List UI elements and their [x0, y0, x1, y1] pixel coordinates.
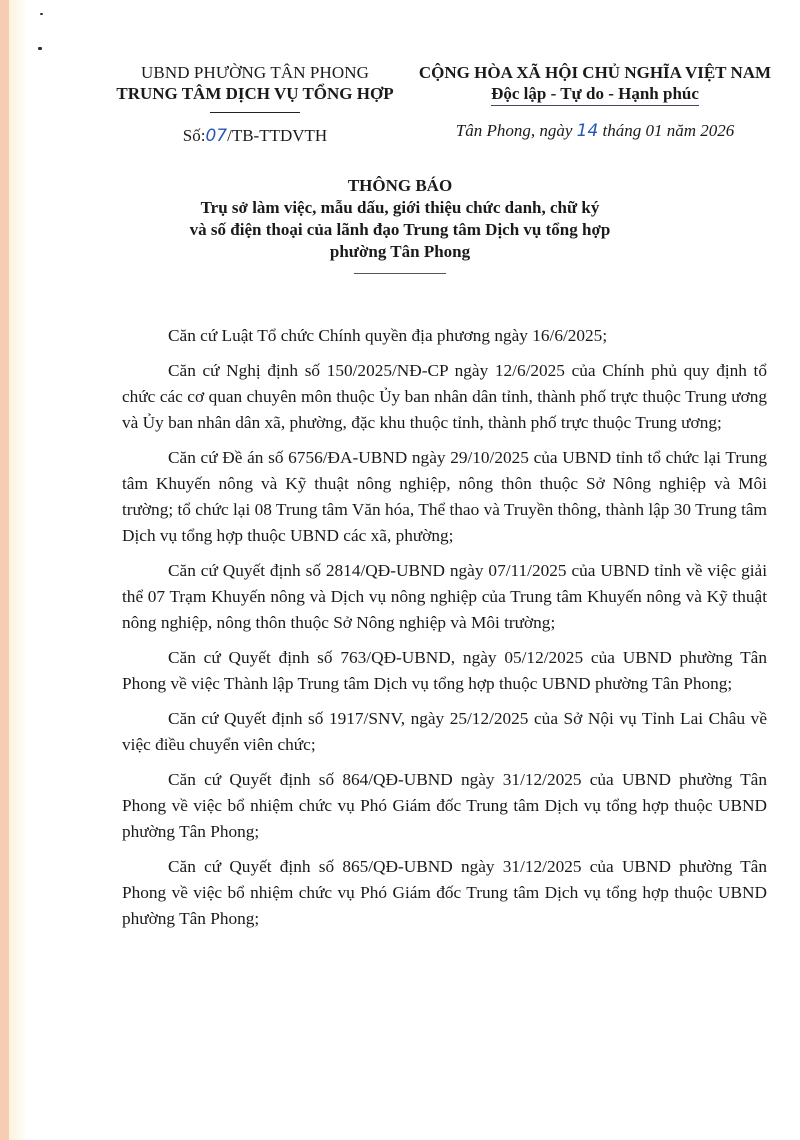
- organization-name: TRUNG TÂM DỊCH VỤ TỔNG HỢP: [116, 84, 394, 103]
- date-suffix: tháng 01 năm 2026: [598, 121, 735, 140]
- legal-basis-paragraph: Căn cứ Nghị định số 150/2025/NĐ-CP ngày 12/6/2025 của Chính phủ quy định tổ chức các cơ quan chuyên môn thuộc Ủy ban nhân dân tỉnh, thành phố trực thuộc Trung ương và Ủy ban nhân dân xã, phường, đặc khu thuộc tỉnh, thành phố trực thuộc Trung ương;: [122, 361, 767, 432]
- notice-subtitle-line: phường Tân Phong: [329, 242, 471, 261]
- document-number: [100, 126, 410, 146]
- document-number-handwritten: 07: [205, 126, 228, 146]
- legal-basis-paragraph: Căn cứ Luật Tổ chức Chính quyền địa phương ngày 16/6/2025;: [168, 326, 608, 345]
- parent-organization: UBND PHƯỜNG TÂN PHONG: [141, 63, 369, 82]
- scan-edge-tint: [9, 0, 27, 1140]
- date-day-handwritten: 14: [576, 121, 599, 141]
- legal-basis-paragraph: Căn cứ Quyết định số 763/QĐ-UBND, ngày 05/12/2025 của UBND phường Tân Phong về việc Thành lập Trung tâm Dịch vụ tổng hợp thuộc UBND phường Tân Phong;: [122, 648, 767, 693]
- notice-title: THÔNG BÁO: [347, 176, 453, 195]
- national-header-block: [410, 62, 780, 141]
- place-and-date: [410, 121, 780, 141]
- notice-title-block: [130, 175, 670, 274]
- scan-speck: [38, 47, 42, 50]
- nation-title: CỘNG HÒA XÃ HỘI CHỦ NGHĨA VIỆT NAM: [418, 63, 772, 82]
- document-body: [122, 323, 767, 941]
- scan-edge-strip: [0, 0, 9, 1140]
- legal-basis-paragraph: Căn cứ Đề án số 6756/ĐA-UBND ngày 29/10/2025 của UBND tỉnh tổ chức lại Trung tâm Khuyến nông và Kỹ thuật nông nghiệp, nông thôn thuộc Sở Nông nghiệp và Môi trường; tổ chức lại 08 Trung tâm Văn hóa, Thể thao và Truyền thông, thành lập 30 Trung tâm Dịch vụ tổng hợp thuộc UBND các xã, phường;: [122, 448, 767, 545]
- legal-basis-paragraph: Căn cứ Quyết định số 864/QĐ-UBND ngày 31/12/2025 của UBND phường Tân Phong về việc bổ nhiệm chức vụ Phó Giám đốc Trung tâm Dịch vụ tổng hợp thuộc UBND phường Tân Phong;: [122, 770, 767, 841]
- legal-basis-paragraph: Căn cứ Quyết định số 2814/QĐ-UBND ngày 07/11/2025 của UBND tỉnh về việc giải thể 07 Trạm Khuyến nông và Dịch vụ nông nghiệp của Trung tâm Khuyến nông và Kỹ thuật nông nghiệp, nông thôn thuộc Sở Nông nghiệp và Môi trường;: [122, 561, 767, 632]
- legal-basis-paragraph: Căn cứ Quyết định số 1917/SNV, ngày 25/12/2025 của Sở Nội vụ Tỉnh Lai Châu về việc điều chuyển viên chức;: [122, 709, 767, 754]
- title-divider: [354, 273, 446, 274]
- issuing-authority-block: [100, 62, 410, 146]
- header-divider: [210, 112, 300, 113]
- document-number-prefix: Số:: [182, 126, 206, 145]
- scan-speck: [40, 13, 43, 15]
- notice-subtitle-line: Trụ sở làm việc, mẫu dấu, giới thiệu chức danh, chữ ký: [200, 198, 600, 217]
- document-number-suffix: /TB-TTDVTH: [227, 126, 328, 145]
- date-prefix: Tân Phong, ngày: [455, 121, 577, 140]
- legal-basis-paragraph: Căn cứ Quyết định số 865/QĐ-UBND ngày 31/12/2025 của UBND phường Tân Phong về việc bổ nhiệm chức vụ Phó Giám đốc Trung tâm Dịch vụ tổng hợp thuộc UBND phường Tân Phong;: [122, 857, 767, 928]
- national-motto: Độc lập - Tự do - Hạnh phúc: [491, 83, 699, 106]
- notice-subtitle-line: và số điện thoại của lãnh đạo Trung tâm Dịch vụ tổng hợp: [189, 220, 611, 239]
